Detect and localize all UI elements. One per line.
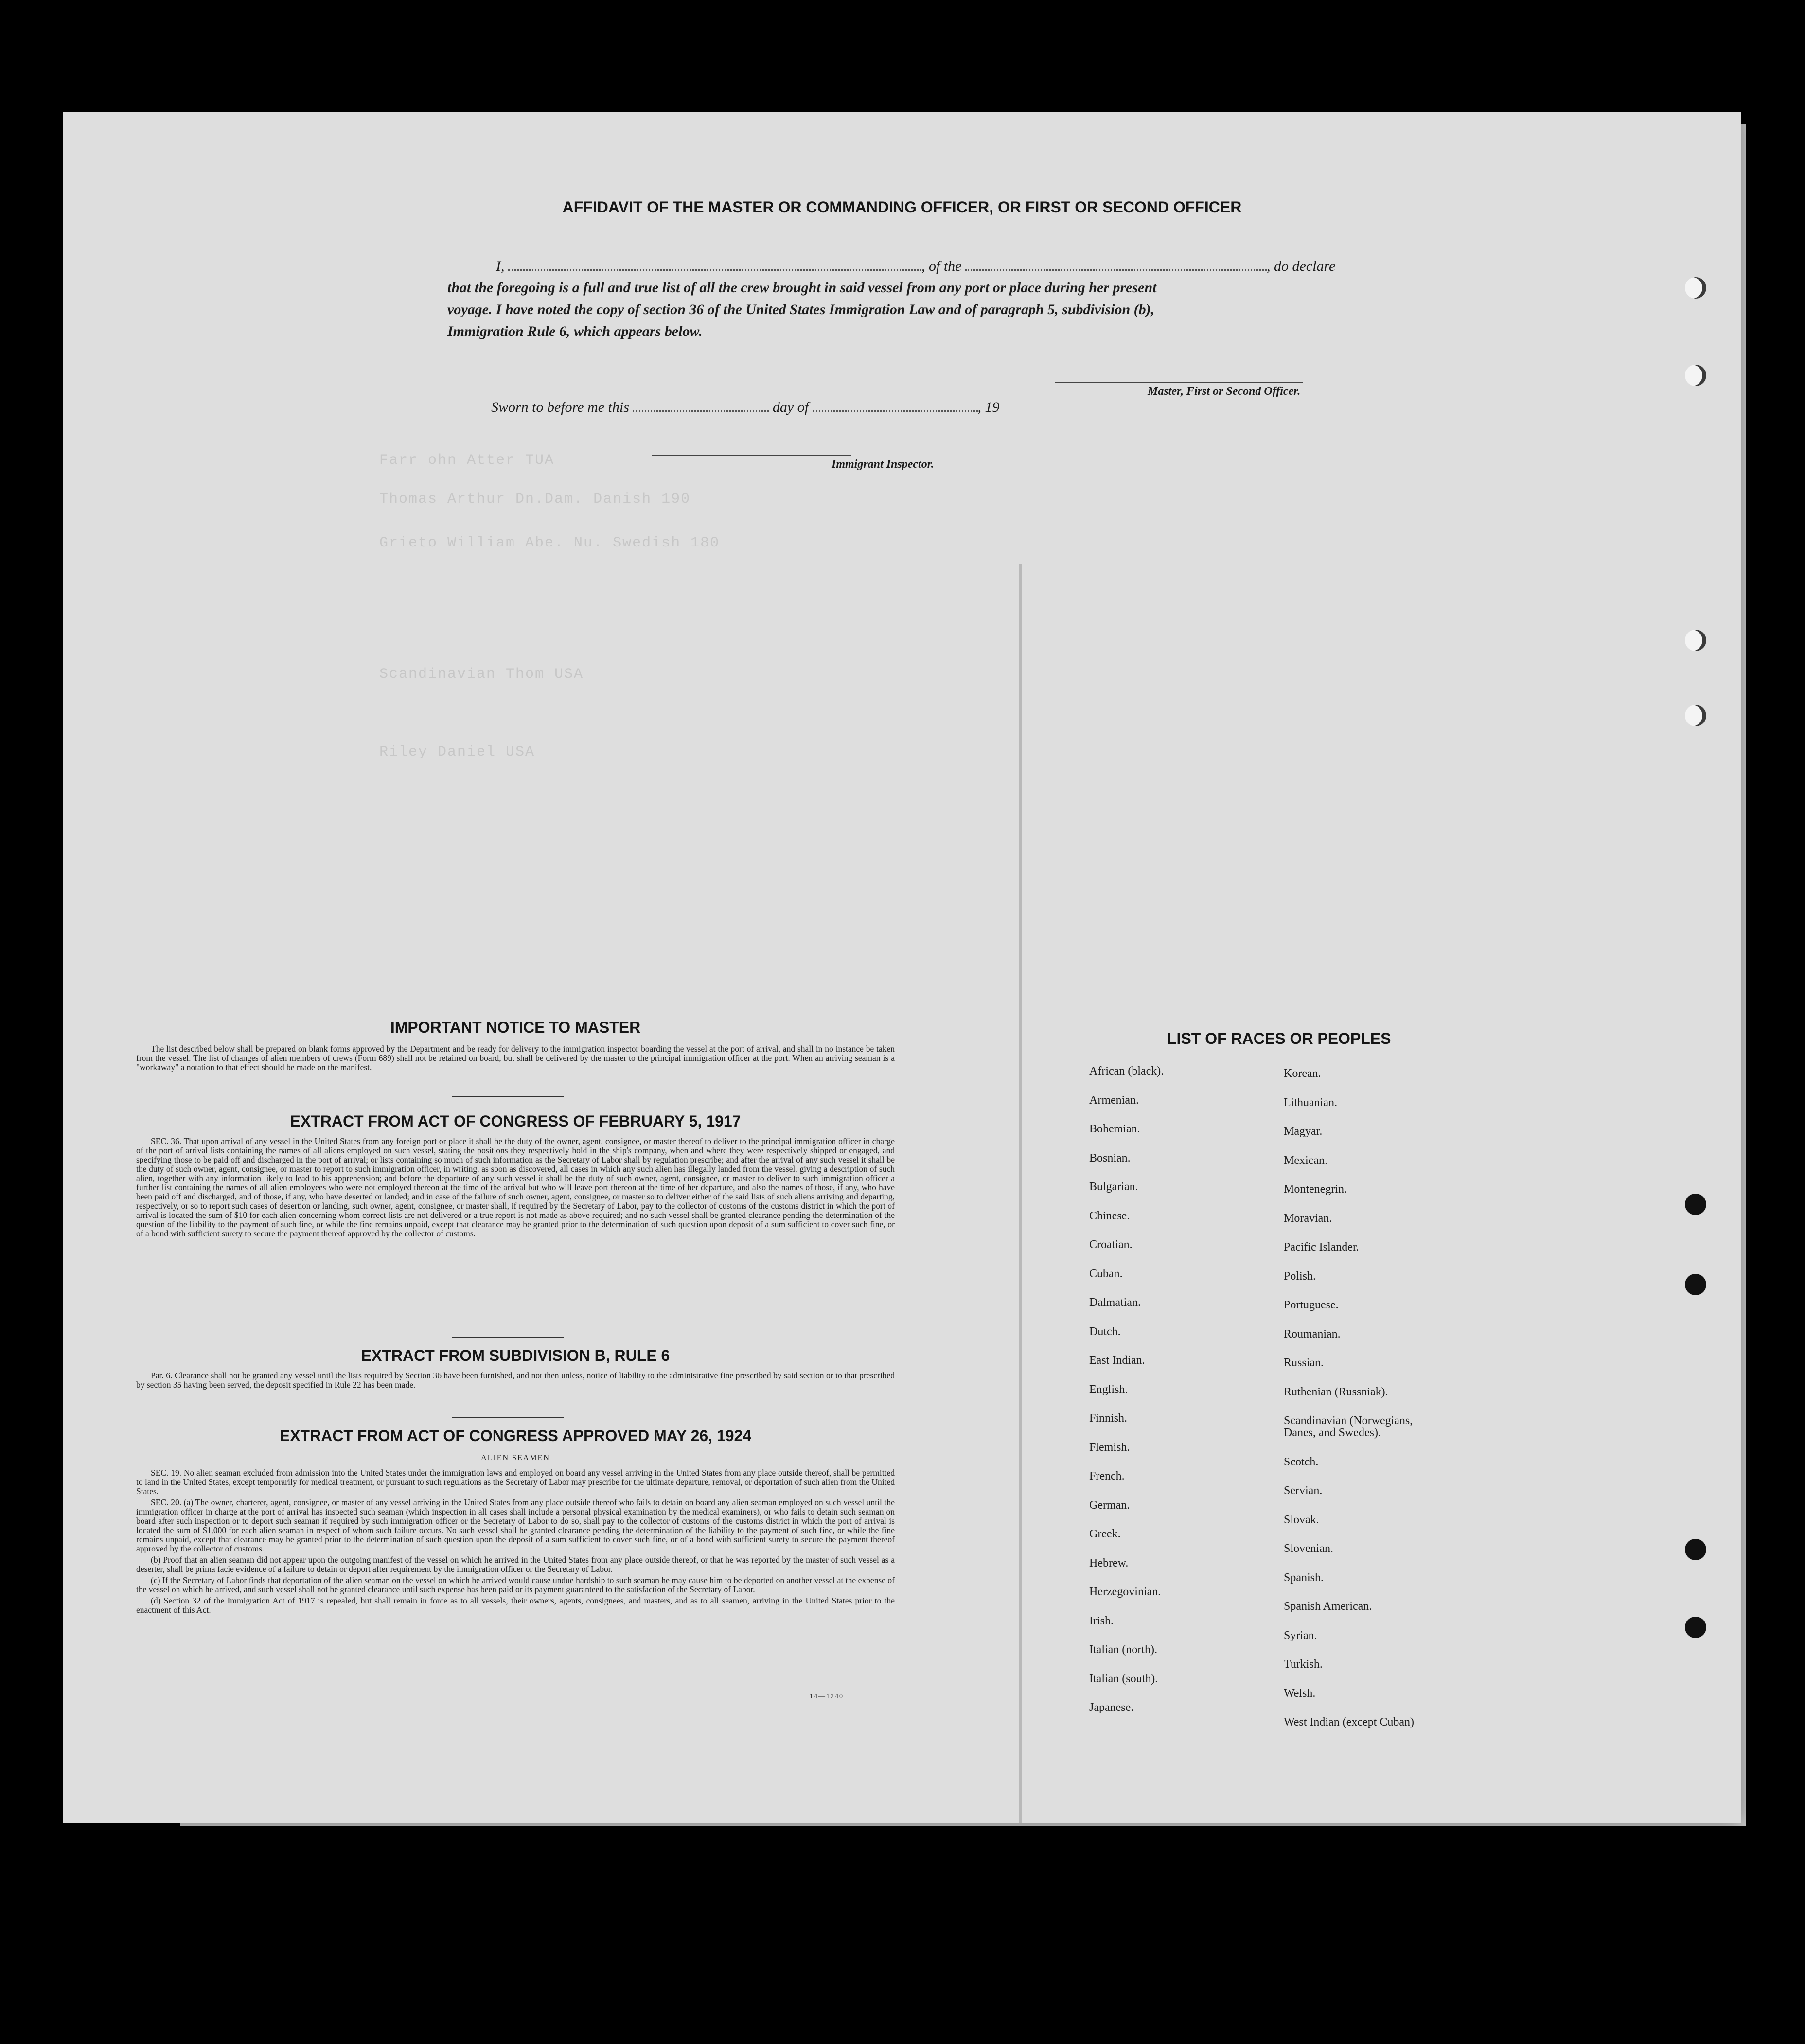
ghost-text: Grieto William Abe. Nu. Swedish 180 bbox=[379, 535, 720, 551]
race-item: Moravian. bbox=[1284, 1212, 1332, 1225]
race-item: Dutch. bbox=[1089, 1325, 1121, 1338]
extract-1924-text bbox=[136, 1468, 895, 1617]
sworn-day-blank[interactable] bbox=[633, 399, 769, 412]
race-item: Slovak. bbox=[1284, 1513, 1319, 1526]
race-item: Korean. bbox=[1284, 1067, 1321, 1080]
punch-hole bbox=[1685, 630, 1706, 651]
race-item: German. bbox=[1089, 1498, 1130, 1512]
sec-20c-paragraph: (c) If the Secretary of Labor finds that deportation of the alien seaman on the vessel on which he arrived would cause undue hardship to such seaman he may cause him to be deported on another vessel at the expense of the vessel on which he arrived, and such vessel shall not be granted clearance until such expense has been paid or its payment guaranteed to the satisfaction of the Secretary of Labor. bbox=[136, 1575, 895, 1594]
race-item: Spanish. bbox=[1284, 1571, 1324, 1584]
inspector-label: Immigrant Inspector. bbox=[832, 458, 934, 471]
race-item: Flemish. bbox=[1089, 1441, 1130, 1454]
race-item: Russian. bbox=[1284, 1357, 1324, 1369]
alien-seamen-subtitle: ALIEN SEAMEN bbox=[481, 1454, 550, 1462]
sworn-text: Sworn to before me this bbox=[491, 399, 629, 415]
race-item: Slovenian. bbox=[1284, 1542, 1333, 1555]
race-item: Portuguese. bbox=[1284, 1299, 1339, 1311]
race-item: Dalmatian. bbox=[1089, 1296, 1141, 1309]
race-item: East Indian. bbox=[1089, 1354, 1145, 1367]
race-item: Scandinavian (Norwegians, bbox=[1284, 1414, 1413, 1427]
race-item: Lithuanian. bbox=[1284, 1096, 1337, 1109]
divider bbox=[452, 1337, 564, 1338]
sworn-month-blank[interactable] bbox=[813, 399, 978, 412]
year-text: , 19 bbox=[977, 399, 1000, 415]
punch-hole bbox=[1685, 1539, 1706, 1560]
ghost-text: Riley Daniel USA bbox=[379, 744, 535, 760]
race-item: Herzegovinian. bbox=[1089, 1586, 1161, 1598]
races-title: LIST OF RACES OR PEOPLES bbox=[1167, 1030, 1391, 1047]
race-item: Montenegrin. bbox=[1284, 1183, 1347, 1196]
affidavit-declare: , do declare bbox=[1267, 258, 1336, 274]
race-item: Cuban. bbox=[1089, 1267, 1123, 1280]
sec-36-paragraph: SEC. 36. That upon arrival of any vessel in the United States from any foreign port or place it shall be the duty of the owner, agent, consignee, or master thereof to deliver to the principal immigration officer in charge of the port of arrival lists containing the names of all aliens employed on such vessel, stating the positions they respectively hold in the ship's company, when and where they were respectively shipped or engaged, and specifying those to be paid off and discharged in the port of arrival; or lists containing so much of such information as the Secretary of Labor shall by regulation prescribe; and after the arrival of any such vessel it shall be the duty of such owner, agent, consignee, or master to report to such immigration officer, in writing, as soon as discovered, all cases in which any such alien has illegally landed from the vessel, giving a description of such alien, together with any information likely to lead to his apprehension; and before the departure of any such vessel it shall be the duty of such owner, agent, consignee, or master to deliver to such immigration officer a further list containing the names of all alien employees who were not employed thereon at the time of the arrival but who will leave port thereon at the time of her departure, and also the names of those, if any, who have been paid off and discharged, and of those, if any, who have deserted or landed; and in case of the failure of such owner, agent, consignee, or master so to deliver either of the said lists of such aliens arriving and departing, respectively, or so to report such cases of desertion or landing, such owner, agent, consignee, or master shall, if required by the Secretary of Labor, pay to the collector of customs of the customs district in which the port of arrival is located the sum of $10 for each alien concerning whom correct lists are not delivered or a true report is not made as above required; and no such vessel shall be granted clearance pending the determination of the question of the liability to the payment of such fine, or while the fine remains unpaid, except that clearance may be granted prior to the determination of such question upon deposit of a sum sufficient to cover such fine, or of a bond with sufficient surety to secure the payment thereof approved by the collector of customs. bbox=[136, 1136, 895, 1238]
race-item: Bohemian. bbox=[1089, 1123, 1140, 1135]
page-fold bbox=[1019, 564, 1022, 1823]
race-item: Italian (north). bbox=[1089, 1643, 1157, 1656]
race-item: Japanese. bbox=[1089, 1701, 1134, 1714]
race-item: French. bbox=[1089, 1470, 1125, 1482]
sec-20b-paragraph: (b) Proof that an alien seaman did not appear upon the outgoing manifest of the vessel on which he arrived in the United States from any place outside thereof, or that he was reported by the master of such vessel as a deserter, shall be prima facie evidence of a failure to detain or deport after requirement by the immigration officer or the Secretary of Labor. bbox=[136, 1555, 895, 1574]
name-blank[interactable] bbox=[508, 258, 921, 271]
extract-1924-title: EXTRACT FROM ACT OF CONGRESS APPROVED MAY 26, 1924 bbox=[279, 1427, 752, 1445]
race-item: Italian (south). bbox=[1089, 1672, 1158, 1685]
race-item: Bosnian. bbox=[1089, 1151, 1131, 1164]
ghost-text: Farr ohn Atter TUA bbox=[379, 452, 555, 469]
subdivision-title: EXTRACT FROM SUBDIVISION B, RULE 6 bbox=[361, 1347, 670, 1364]
race-item: Irish. bbox=[1089, 1614, 1114, 1627]
day-of-text: day of bbox=[772, 399, 809, 415]
inspector-signature-line[interactable] bbox=[652, 455, 851, 456]
race-item: Pacific Islander. bbox=[1284, 1241, 1359, 1253]
affidavit-line-3: voyage. I have noted the copy of section 36 of the United States Immigration Law and of paragraph 5, subdivision (b), bbox=[447, 301, 1155, 317]
document-page bbox=[63, 112, 1741, 1823]
extract-1917-title: EXTRACT FROM ACT OF CONGRESS OF FEBRUARY 5, 1917 bbox=[290, 1112, 741, 1130]
race-item: Polish. bbox=[1284, 1269, 1316, 1283]
form-number: 14—1240 bbox=[810, 1693, 844, 1700]
master-signature-line[interactable] bbox=[1055, 382, 1303, 383]
race-item: African (black). bbox=[1089, 1065, 1164, 1077]
vessel-blank[interactable] bbox=[965, 258, 1267, 271]
race-item: Roumanian. bbox=[1284, 1327, 1341, 1340]
punch-hole bbox=[1685, 365, 1706, 386]
race-item: West Indian (except Cuban) bbox=[1284, 1716, 1414, 1728]
race-item: Greek. bbox=[1089, 1528, 1121, 1540]
affidavit-line-4: Immigration Rule 6, which appears below. bbox=[447, 323, 703, 339]
race-item: Croatian. bbox=[1089, 1238, 1133, 1251]
par-6-paragraph: Par. 6. Clearance shall not be granted any vessel until the lists required by Section 36 have been furnished, and not then unless, notice of liability to the administrative fine prescribed by said section or to that prescribed by section 35 having been served, the deposit specified in Rule 22 has been made. bbox=[136, 1371, 895, 1390]
sec-19-paragraph: SEC. 19. No alien seaman excluded from admission into the United States under the immigration laws and employed on board any vessel arriving in the United States from any place outside thereof, shall be permitted to land in the United States, except temporarily for medical treatment, or pursuant to such regulations as the Secretary of Labor may prescribe for the ultimate departure, removal, or deportation of such alien from the United States. bbox=[136, 1468, 895, 1496]
master-label: Master, First or Second Officer. bbox=[1148, 385, 1301, 398]
race-item: Armenian. bbox=[1089, 1093, 1139, 1107]
divider bbox=[452, 1096, 564, 1097]
affidavit-line-2: that the foregoing is a full and true list of all the crew brought in said vessel from any port or place during her present bbox=[447, 280, 1157, 296]
sworn-line bbox=[491, 399, 1000, 416]
subdivision-text bbox=[136, 1371, 895, 1392]
ghost-text: Thomas Arthur Dn.Dam. Danish 190 bbox=[379, 491, 691, 508]
race-item: Chinese. bbox=[1089, 1209, 1130, 1222]
punch-hole bbox=[1685, 1617, 1706, 1638]
extract-1917-text bbox=[136, 1137, 895, 1240]
race-item: Scotch. bbox=[1284, 1455, 1319, 1468]
notice-text bbox=[136, 1044, 895, 1074]
punch-hole bbox=[1685, 1274, 1706, 1295]
race-item: Syrian. bbox=[1284, 1629, 1317, 1642]
race-item: Danes, and Swedes). bbox=[1284, 1427, 1381, 1439]
sec-20a-paragraph: SEC. 20. (a) The owner, charterer, agent, consignee, or master of any vessel arriving in the United States from any place outside thereof who fails to detain on board any alien seaman employed on such vessel until the immigration officer in charge at the port of arrival has inspected such seaman (which inspection in all cases shall include a personal physical examination by the medical examiners), or who fails to detain such seaman on board after such inspection or to deport such seaman if required by such immigration officer or the Secretary of Labor to do so, shall pay to the collector of customs of the customs district in which the port of arrival is located the sum of $1,000 for each alien seaman in respect of whom such failure occurs. No such vessel shall be granted clearance pending the determination of the liability to the payment of such fine, or while the fine remains unpaid, except that clearance may be granted prior to the determination of such question upon the deposit of a sum sufficient to cover such fine, or of a bond with sufficient surety to secure the payment thereof approved by the collector of customs. bbox=[136, 1498, 895, 1553]
ghost-text: Scandinavian Thom USA bbox=[379, 666, 584, 683]
race-item: Magyar. bbox=[1284, 1125, 1323, 1138]
race-item: English. bbox=[1089, 1383, 1128, 1396]
notice-paragraph: The list described below shall be prepared on blank forms approved by the Department and be ready for delivery to the immigration inspector boarding the vessel at the port of arrival, and shall in no instance be taken from the vessel. The list of changes of alien members of crews (Form 689) shall not be retained on board, but shall be delivered by the master to the principal immigration officer at the port. When an arriving seaman is a "workaway" a notation to that effect should be made on the manifest. bbox=[136, 1044, 895, 1072]
race-item: Spanish American. bbox=[1284, 1600, 1372, 1613]
race-item: Turkish. bbox=[1284, 1658, 1323, 1671]
punch-hole bbox=[1685, 277, 1706, 299]
race-item: Finnish. bbox=[1089, 1412, 1128, 1425]
race-item: Ruthenian (Russniak). bbox=[1284, 1385, 1388, 1398]
notice-title: IMPORTANT NOTICE TO MASTER bbox=[390, 1019, 641, 1036]
race-item: Bulgarian. bbox=[1089, 1181, 1138, 1193]
race-item: Mexican. bbox=[1284, 1154, 1327, 1167]
affidavit-title: AFFIDAVIT OF THE MASTER OR COMMANDING OFFICER, OR FIRST OR SECOND OFFICER bbox=[562, 198, 1242, 216]
affidavit-of-the: , of the bbox=[921, 258, 962, 274]
punch-hole bbox=[1685, 705, 1706, 726]
affidavit-i: I, bbox=[496, 258, 505, 274]
race-item: Welsh. bbox=[1284, 1687, 1316, 1700]
race-item: Servian. bbox=[1284, 1484, 1323, 1497]
race-item: Hebrew. bbox=[1089, 1556, 1129, 1569]
divider bbox=[452, 1417, 564, 1418]
affidavit-line-1 bbox=[496, 258, 1335, 275]
punch-hole bbox=[1685, 1194, 1706, 1215]
sec-20d-paragraph: (d) Section 32 of the Immigration Act of 1917 is repealed, but shall remain in force as to all vessels, their owners, agents, consignees, and masters, and as to all seamen, arriving in the United States prior to the enactment of this Act. bbox=[136, 1596, 895, 1615]
